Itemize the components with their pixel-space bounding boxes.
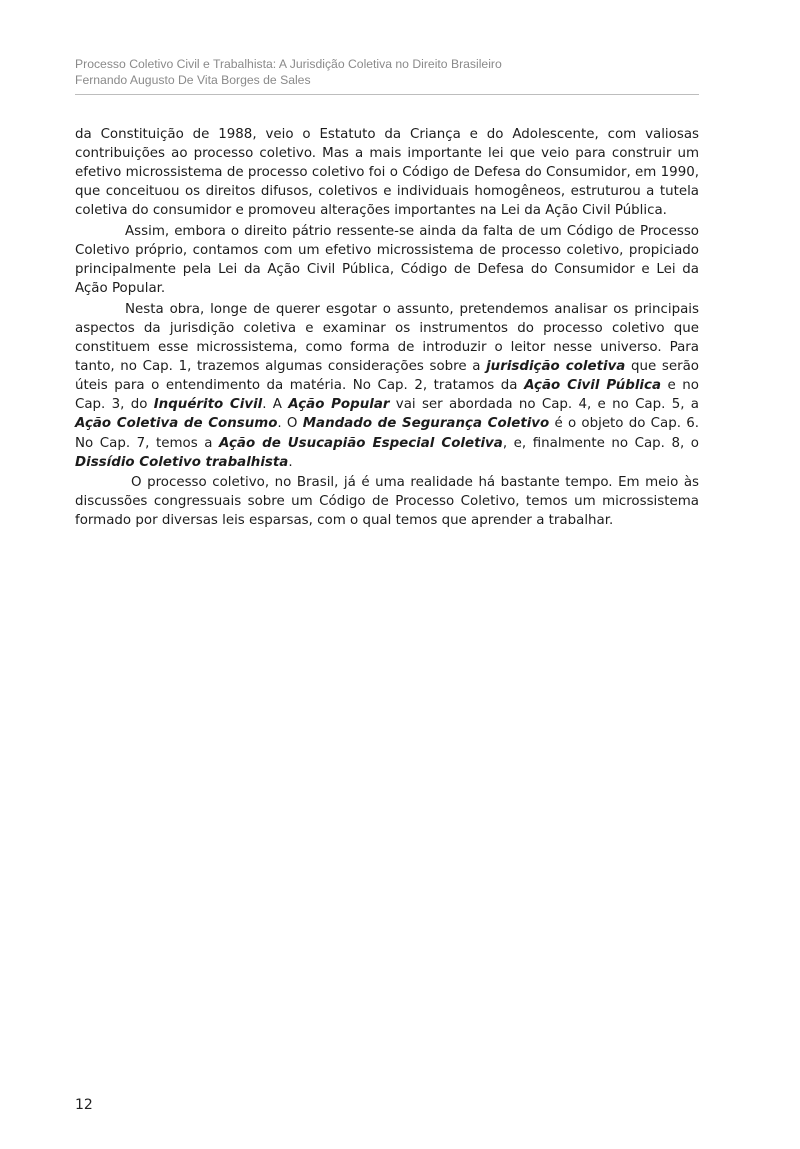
paragraph-3-text: é o objeto do Cap. 6. No Cap. 7, temos a	[75, 416, 700, 451]
emphasis-inquerito-civil: Inquérito Civil	[153, 397, 263, 413]
emphasis-acao-usucapiao: Ação de Usucapião Especial Coletiva	[219, 435, 503, 451]
header-divider	[75, 94, 699, 95]
emphasis-acao-coletiva-consumo: Ação Coletiva de Consumo	[75, 416, 278, 432]
page-number: 12	[75, 1097, 93, 1113]
emphasis-dissidio-coletivo: Dissídio Coletivo trabalhista	[75, 454, 289, 470]
paragraph-3-text: Nesta obra, longe de querer esgotar o assunto, pretendemos analisar os principais aspectos da jurisdição coletiva e examinar os instrumentos do processo coletivo que constituem esse microssistema, como forma de introduzir o leitor nesse universo. Para tanto, no Cap. 1, trazemos algumas considerações sobre a	[75, 301, 699, 375]
emphasis-jurisdicao-coletiva: jurisdição coletiva	[486, 359, 626, 375]
paragraph-1: da Constituição de 1988, veio o Estatuto da Criança e do Adolescente, com valiosas contribuições ao processo coletivo. Mas a mais importante lei que veio para construir um efetivo microssistema de processo coletivo foi o Código de Defesa do Consumidor, em 1990, que conceituou os direitos difusos, coletivos e individuais homogêneos, estruturou a tutela coletiva do consumidor e promoveu alterações importantes na Lei da Ação Civil Pública.	[75, 127, 699, 219]
paragraph-3-text: . A	[262, 397, 289, 413]
running-header	[75, 56, 699, 95]
book-title: Processo Coletivo Civil e Trabalhista: A Jurisdição Coletiva no Direito Brasileiro	[75, 57, 502, 71]
emphasis-acao-popular: Ação Popular	[288, 397, 390, 413]
emphasis-mandado-seguranca-coletivo: Mandado de Segurança Coletivo	[302, 416, 550, 432]
paragraph-3-text: . O	[277, 416, 303, 432]
paragraph-2: Assim, embora o direito pátrio ressente-se ainda da falta de um Código de Processo Coletivo próprio, contamos com um efetivo microssistema de processo coletivo, propiciado principalmente pela Lei da Ação Civil Pública, Código de Defesa do Consumidor e Lei da Ação Popular.	[75, 223, 699, 297]
paragraph-4: O processo coletivo, no Brasil, já é uma realidade há bastante tempo. Em meio às discussões congressuais sobre um Código de Processo Coletivo, temos um microssistema formado por diversas leis esparsas, com o qual temos que aprender a trabalhar.	[75, 475, 699, 529]
paragraph-3-text: , e, finalmente no Cap. 8, o	[502, 435, 700, 451]
paragraph-3-text: vai ser abordada no Cap. 4, e no Cap. 5, a	[389, 397, 699, 413]
body-text	[75, 125, 699, 532]
author-name: Fernando Augusto De Vita Borges de Sales	[75, 73, 311, 87]
emphasis-acao-civil-publica: Ação Civil Pública	[524, 378, 661, 394]
paragraph-3-text: e no Cap. 3, do	[75, 378, 699, 413]
paragraph-3-text: que serão úteis para o entendimento da matéria. No Cap. 2, tratamos da	[75, 359, 699, 394]
paragraph-3	[75, 300, 699, 472]
paragraph-3-text: .	[288, 454, 293, 470]
